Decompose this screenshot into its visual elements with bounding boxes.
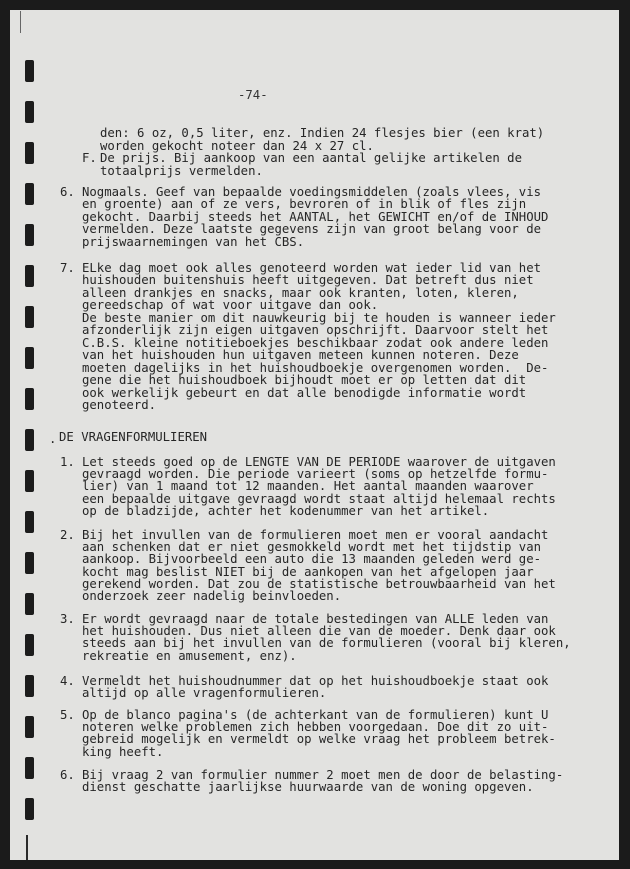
list-item-line: Vermeldt het huishoudnummer dat op het huishoudboekje staat ook: [82, 674, 549, 688]
section-heading: DE VRAGENFORMULIEREN: [59, 430, 208, 444]
list-item-line: gerekend worden. Dat zou de statistische betrouwbaarheid van het: [82, 576, 556, 591]
list-item-line: Er wordt gevraagd naar de totale bestedingen van ALLE leden van: [82, 612, 549, 626]
list-item-line: ELke dag moet ook alles genoteerd worden wat ieder lid van het: [82, 261, 542, 275]
list-item-line: afzonderlijk zijn eigen uitgaven opschrijft. Daarvoor stelt het: [82, 323, 549, 338]
list-item-line: kocht mag beslist NIET bij de aankopen van het afgelopen jaar: [82, 564, 534, 579]
punch-hole: [25, 470, 34, 492]
punch-hole: [25, 347, 34, 369]
list-item-line: noteren welke problemen zich hebben voorgedaan. Doe dit zo uit-: [82, 720, 549, 735]
list-item-line: van het huishouden hun uitgaven meteen kunnen noteren. Deze: [82, 348, 519, 363]
punch-hole: [25, 388, 34, 410]
punch-hole: [25, 224, 34, 246]
list-item-line: De beste manier om dit nauwkeurig bij te houden is wanneer ieder: [82, 310, 556, 325]
punch-hole: [25, 757, 34, 779]
list-item-number: 6.: [60, 768, 75, 782]
list-item-number: 4.: [60, 674, 75, 688]
punch-hole: [25, 142, 34, 164]
list-item-line: aan schenken dat er niet gesmokkeld wordt met het tijdstip van: [82, 540, 542, 555]
continuation-line-1: den: 6 oz, 0,5 liter, enz. Indien 24 flesjes bier (een krat): [100, 126, 545, 140]
continuation-line-2: worden gekocht noteer dan 24 x 27 cl.: [100, 138, 374, 153]
list-item-line: gereedschap of wat voor uitgave dan ook.: [82, 298, 379, 313]
page-number: -74-: [238, 88, 268, 102]
list-item-line: huishouden buitenshuis heeft uitgegeven. Dat betreft dus niet: [82, 273, 534, 288]
list-item-line: rekreatie en amusement, enz).: [82, 648, 297, 663]
list-item-line: gevraagd worden. Die periode varieert (soms op hetzelfde formu-: [82, 467, 549, 482]
list-item-line: C.B.S. kleine notitieboekjes beschikbaar zodat ook andere leden: [82, 335, 549, 350]
list-item-line: vermelden. Deze laatste gegevens zijn van groot belang voor de: [82, 222, 542, 237]
list-item-number: 1.: [60, 455, 75, 469]
punch-hole: [25, 675, 34, 697]
item-f-line-2: totaalprijs vermelden.: [100, 163, 263, 178]
list-item-line: prijswaarnemingen van het CBS.: [82, 234, 305, 249]
list-item-line: altijd op alle vragenformulieren.: [82, 686, 327, 701]
item-f-line-1: De prijs. Bij aankoop van een aantal gelijke artikelen de: [100, 151, 522, 165]
list-item-line: Bij vraag 2 van formulier nummer 2 moet men de door de belasting-: [82, 768, 564, 782]
punch-hole: [25, 593, 34, 615]
punch-hole: [25, 183, 34, 205]
list-item-line: genoteerd.: [82, 397, 157, 412]
list-item-line: Op de blanco pagina's (de achterkant van de formulieren) kunt U: [82, 708, 549, 722]
punch-hole: [25, 265, 34, 287]
punch-hole: [25, 634, 34, 656]
list-item-line: gekocht. Daarbij steeds het AANTAL, het GEWICHT en/of de INHOUD: [82, 209, 549, 224]
punch-hole: [25, 552, 34, 574]
list-item-line: aankoop. Bijvoorbeeld een auto die 13 maanden geleden werd ge-: [82, 552, 542, 567]
list-item-line: moeten dagelijks in het huishoudboekje overgenomen worden. De-: [82, 360, 549, 375]
item-f-label: F.: [82, 151, 97, 165]
list-item-line: op de bladzijde, achter het kodenummer van het artikel.: [82, 503, 490, 518]
list-item-number: 2.: [60, 528, 75, 542]
list-item-line: lier) van 1 maand tot 12 maanden. Het aantal maanden waarover: [82, 479, 534, 494]
binder-mark-top: [20, 11, 21, 33]
punch-hole: [25, 716, 34, 738]
punch-hole: [25, 798, 34, 820]
list-item-number: 3.: [60, 612, 75, 626]
punch-hole: [25, 429, 34, 451]
list-item-line: alleen drankjes en snacks, maar ook kranten, loten, kleren,: [82, 285, 519, 300]
list-item-line: en groente) aan of ze vers, bevroren of in blik of fles zijn: [82, 197, 527, 212]
binder-mark-bottom: [26, 835, 28, 860]
list-item-line: gebreid mogelijk en vermeldt op welke vraag het probleem betrek-: [82, 732, 556, 747]
list-item-line: gene die het huishoudboek bijhoudt moet er op letten dat dit: [82, 373, 527, 388]
list-item-line: onderzoek zeer nadelig beinvloeden.: [82, 589, 342, 603]
list-item-number: 6.: [60, 185, 75, 199]
list-item-line: Nogmaals. Geef van bepaalde voedingsmiddelen (zoals vlees, vis: [82, 185, 542, 199]
list-item-line: Let steeds goed op de LENGTE VAN DE PERIODE waarover de uitgaven: [82, 455, 556, 469]
list-item-number: 7.: [60, 261, 75, 275]
list-item-line: ook werkelijk gebeurt en dat alle benodigde informatie wordt: [82, 385, 527, 400]
list-item-line: een bepaalde uitgave gevraagd wordt staat altijd helemaal rechts: [82, 491, 556, 506]
list-item-line: Bij het invullen van de formulieren moet men er vooral aandacht: [82, 528, 549, 542]
list-item-line: het huishouden. Dus niet alleen die van de moeder. Denk daar ook: [82, 624, 556, 639]
punch-hole: [25, 306, 34, 328]
punch-hole: [25, 60, 34, 82]
punch-hole: [25, 511, 34, 533]
section-dot: .: [49, 432, 57, 446]
list-item-number: 5.: [60, 708, 75, 722]
list-item-line: king heeft.: [82, 744, 164, 759]
punch-hole: [25, 101, 34, 123]
list-item-line: dienst geschatte jaarlijkse huurwaarde van de woning opgeven.: [82, 780, 534, 795]
list-item-line: steeds aan bij het invullen van de formulieren (vooral bij kleren,: [82, 636, 571, 651]
